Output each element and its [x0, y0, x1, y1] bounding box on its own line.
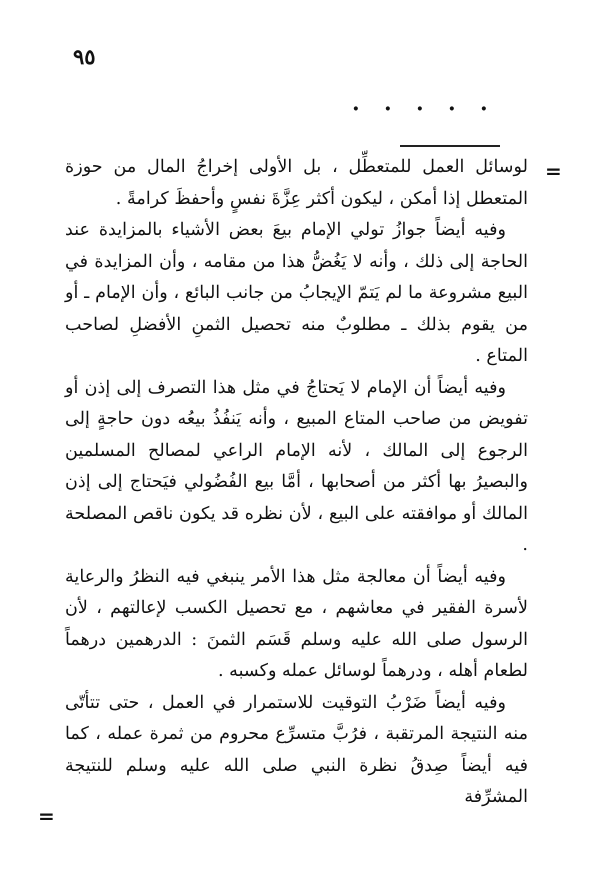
paragraph: وفيه أيضاً جوازُ تولي الإمام بيعَ بعض الأشياء بالمزايدة عند الحاجة إلى ذلك ، وأنه لا يَغُضُّ هذا من مقامه ، وأن المزايدة في البيع مشروعة ما لم يَتمّ الإيجابُ من جانب البائع ، وأن الإمام ـ أو من يقوم بذلك ـ مطلوبٌ منه تحصيل الثمنِ الأفضلِ لصاحب المتاع . — [65, 220, 528, 366]
footnote-rule — [400, 145, 500, 147]
section-separator-dots — [352, 96, 512, 122]
separator-dot: · — [416, 96, 424, 122]
separator-dot: · — [384, 96, 392, 122]
body-text — [65, 152, 528, 814]
continuation-mark-bottom: = — [38, 804, 55, 828]
separator-dot: · — [480, 96, 488, 122]
page-number: ٩٥ — [73, 44, 96, 69]
paragraph: وفيه أيضاً أن معالجة مثل هذا الأمر ينبغي فيه النظرُ والرعاية لأسرة الفقير في معاشهم ، مع تحصيل الكسب لإعالتهم ، لأن الرسول صلى الله عليه وسلم قَسَم الثمنَ : الدرهمين درهماً لطعام أهله ، ودرهماً لوسائل عمله وكسبه . — [65, 566, 528, 681]
continuation-mark-top: = — [545, 159, 562, 183]
paragraph: وفيه أيضاً ضَرْبُ التوقيت للاستمرار في العمل ، حتى تتأتّى منه النتيجة المرتقبة ، فرُبَّ متسرِّع محروم من ثمرة عمله ، كما فيه أيضاً صِدقُ نظرة النبي صلى الله عليه وسلم للنتيجة المشرِّفة — [65, 692, 528, 807]
separator-dot: · — [448, 96, 456, 122]
paragraph-continued: لوسائل العمل للمتعطِّل ، بل الأولى إخراجُ المال من حوزة المتعطل إذا أمكن ، ليكون أكثر عِزَّةَ نفسٍ وأحفظَ كرامةً . — [65, 157, 528, 209]
paragraph: وفيه أيضاً أن الإمام لا يَحتاجُ في مثل هذا التصرف إلى إذن أو تفويض من صاحب المتاع المبيع ، وأنه يَنفُذُ بيعُه دون حاجةٍ إلى الرجوع إلى المالك ، لأنه الإمام الراعي لمصالح المسلمين والبصيرُ بها أكثر من أصحابها ، أمَّا بيع الفُضُولي فيَحتاج إلى إذن المالك أو موافقته على البيع ، لأن نظره قد يكون ناقص المصلحة . — [65, 377, 528, 555]
separator-dot: · — [352, 96, 360, 122]
